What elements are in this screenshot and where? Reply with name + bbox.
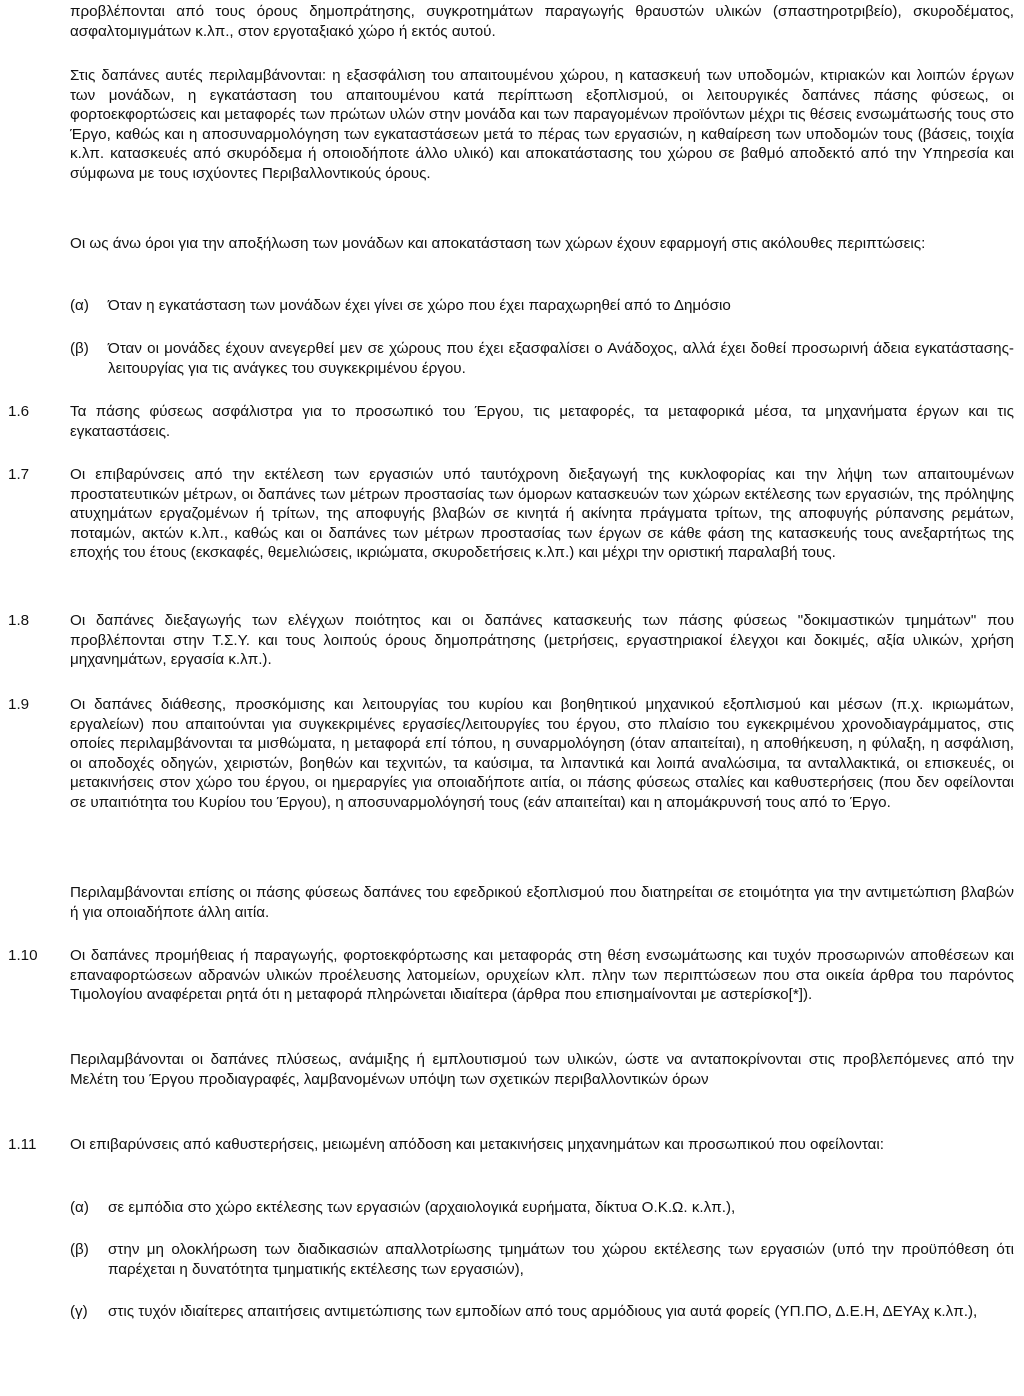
- intro-continuation: προβλέπονται από τους όρους δημοπράτησης, συγκροτημάτων παραγωγής θραυστών υλικών (σπαστηροτριβείο), σκυροδέματος, ασφαλτομιγμάτων κ.λπ., στον εργοταξιακό χώρο ή εκτός αυτού.: [70, 3, 1014, 40]
- s111-case-c-text: στις τυχόν ιδιαίτερες απαιτήσεις αντιμετώπισης των εμποδίων από τους αρμόδιους για αυτά φορείς (ΥΠ.ΠΟ, Δ.Ε.Η, ΔΕΥΑχ κ.λπ.),: [108, 1303, 978, 1320]
- intro-paragraph-cases: Οι ως άνω όροι για την αποξήλωση των μονάδων και αποκατάσταση των χώρων έχουν εφαρμογή στις ακόλουθες περιπτώσεις:: [70, 235, 926, 252]
- section-number-1-7: 1.7: [8, 466, 30, 483]
- section-number-1-6: 1.6: [8, 403, 30, 420]
- s111-case-a-text: σε εμπόδια στο χώρο εκτέλεσης των εργασιών (αρχαιολογικά ευρήματα, δίκτυα Ο.Κ.Ω. κ.λπ.),: [108, 1199, 736, 1216]
- section-1-6-text: Τα πάσης φύσεως ασφάλιστρα για το προσωπικό του Έργου, τις μεταφορές, τα μεταφορικά μέσα, τα μηχανήματα έργων και τις εγκαταστάσεις.: [70, 403, 1014, 440]
- case-a-label: (α): [70, 297, 89, 314]
- section-1-8-text: Οι δαπάνες διεξαγωγής των ελέγχων ποιότητος και οι δαπάνες κατασκευής των πάσης φύσεως "δοκιμαστικών τμημάτων" που προβλέπονται στην Τ.Σ.Υ. και τους λοιπούς όρους δημοπράτησης (μετρήσεις, εργαστηριακοί έλεγχοι και δοκιμές, αξία υλικών, χρήση μηχανημάτων, εργασία κ.λπ.).: [70, 612, 1014, 669]
- case-b-text: Όταν οι μονάδες έχουν ανεγερθεί μεν σε χώρους που έχει εξασφαλίσει ο Ανάδοχος, αλλά έχει δοθεί προσωρινή άδεια εγκατάστασης-λειτουργίας για τις ανάγκες του συγκεκριμένου έργου.: [108, 340, 1014, 377]
- s111-case-b-label: (β): [70, 1241, 89, 1258]
- section-1-11-text: Οι επιβαρύνσεις από καθυστερήσεις, μειωμένη απόδοση και μετακινήσεις μηχανημάτων και προσωπικού που οφείλονται:: [70, 1136, 885, 1153]
- case-b-label: (β): [70, 340, 89, 357]
- section-1-10-text: Οι δαπάνες προμήθειας ή παραγωγής, φορτοεκφόρτωσης και μεταφοράς στη θέση ενσωμάτωσης και τυχόν προσωρινών αποθέσεων και επαναφορτώσεων αδρανών υλικών προέλευσης λατομείων, ορυχείων κλπ. πλην των περιπτώσεων που στα οικεία άρθρα του παρόντος Τιμολογίου αναφέρεται ρητά ότι η μεταφορά πληρώνεται ιδιαίτερα (άρθρα που επισημαίνονται με αστερίσκο[*]).: [70, 947, 1014, 1004]
- section-number-1-10: 1.10: [8, 947, 38, 964]
- section-number-1-9: 1.9: [8, 696, 30, 713]
- case-a-text: Όταν η εγκατάσταση των μονάδων έχει γίνει σε χώρο που έχει παραχωρηθεί από το Δημόσιο: [108, 297, 731, 314]
- s111-case-c-label: (γ): [70, 1303, 88, 1320]
- section-number-1-11: 1.11: [8, 1136, 37, 1153]
- intro-paragraph-costs: Στις δαπάνες αυτές περιλαμβάνονται: η εξασφάλιση του απαιτουμένου χώρου, η κατασκευή των υποδομών, κτιριακών και λοιπών έργων των μονάδων, η εγκατάσταση του απαιτουμένου κατά περίπτωση εξοπλισμού, οι λειτουργικές δαπάνες πάσης φύσεως, οι φορτοεκφορτώσεις και μεταφορές των πρώτων υλών στην μονάδα και των παραγομένων προϊόντων μέχρι τις θέσεις ενσωμάτωσής τους στο Έργο, καθώς και η αποσυναρμολόγηση των εγκαταστάσεων μετά το πέρας των εργασιών, η καθαίρεση των υποδομών τους (βάσεις, τοιχία κ.λπ. κατασκευές από σκυρόδεμα ή οποιοδήποτε άλλο υλικό) και αποκατάστασης του χώρου σε βαθμό αποδεκτό από την Υπηρεσία και σύμφωνα με τους ισχύοντες Περιβαλλοντικούς όρους.: [70, 67, 1014, 182]
- section-1-9-text: Οι δαπάνες διάθεσης, προσκόμισης και λειτουργίας του κυρίου και βοηθητικού μηχανικού εξοπλισμού και μέσων (π.χ. ικριωμάτων, εργαλείων) που απαιτούνται για συγκεκριμένες εργασίες/λειτουργίες του έργου, στο πλαίσιο του εγκεκριμένου χρονοδιαγράμματος, στις οποίες περιλαμβάνονται τα μισθώματα, η μεταφορά επί τόπου, η συναρμολόγηση (όταν απαιτείται), η αποθήκευση, η φύλαξη, η ασφάλιση, οι αποδοχές οδηγών, χειριστών, βοηθών και τεχνιτών, τα καύσιμα, τα λιπαντικά και λοιπά αναλώσιμα, τα ανταλλακτικά, οι επισκευές, οι μετακινήσεις στον χώρο του έργου, οι ημεραργίες για οποιαδήποτε αιτία, οι πάσης φύσεως σταλίες και καθυστερήσεις (που δεν οφείλονται σε υπαιτιότητα του Κυρίου του Έργου), η αποσυναρμολόγησή τους (εάν απαιτείται) και η απομάκρυνσή τους από το Έργο.: [70, 696, 1014, 811]
- section-1-10-extra: Περιλαμβάνονται οι δαπάνες πλύσεως, ανάμιξης ή εμπλουτισμού των υλικών, ώστε να ανταποκρίνονται στις προβλεπόμενες από την Μελέτη του Έργου προδιαγραφές, λαμβανομένων υπόψη των σχετικών περιβαλλοντικών όρων: [70, 1051, 1014, 1088]
- s111-case-b-text: στην μη ολοκλήρωση των διαδικασιών απαλλοτρίωσης τμημάτων του χώρου εκτέλεσης των εργασιών (υπό την προϋπόθεση ότι παρέχεται η δυνατότητα τμηματικής εκτέλεσης των εργασιών),: [108, 1241, 1014, 1278]
- section-number-1-8: 1.8: [8, 612, 30, 629]
- s111-case-a-label: (α): [70, 1199, 89, 1216]
- section-1-7-text: Οι επιβαρύνσεις από την εκτέλεση των εργασιών υπό ταυτόχρονη διεξαγωγή της κυκλοφορίας και την λήψη των απαιτουμένων προστατευτικών μέτρων, οι δαπάνες των μέτρων προστασίας των όμορων κατασκευών των χώρων εκτέλεσης των εργασιών, της πρόληψης ατυχημάτων εργαζομένων ή τρίτων, της αποφυγής βλαβών σε κινητά ή ακίνητα πράγματα τρίτων, της αποφυγής ρύπανσης ρεμάτων, ποταμών, ακτών κ.λπ., καθώς και οι δαπάνες των μέτρων προστασίας των έργων σε κάθε φάση της κατασκευής τους ανεξαρτήτως της εποχής του έτους (εκσκαφές, θεμελιώσεις, ικριώματα, σκυροδετήσεις κ.λπ.) και μέχρι την οριστική παραλαβή τους.: [70, 466, 1014, 562]
- section-1-9-extra: Περιλαμβάνονται επίσης οι πάσης φύσεως δαπάνες του εφεδρικού εξοπλισμού που διατηρείται σε ετοιμότητα για την αντιμετώπιση βλαβών ή για οποιαδήποτε άλλη αιτία.: [70, 884, 1014, 921]
